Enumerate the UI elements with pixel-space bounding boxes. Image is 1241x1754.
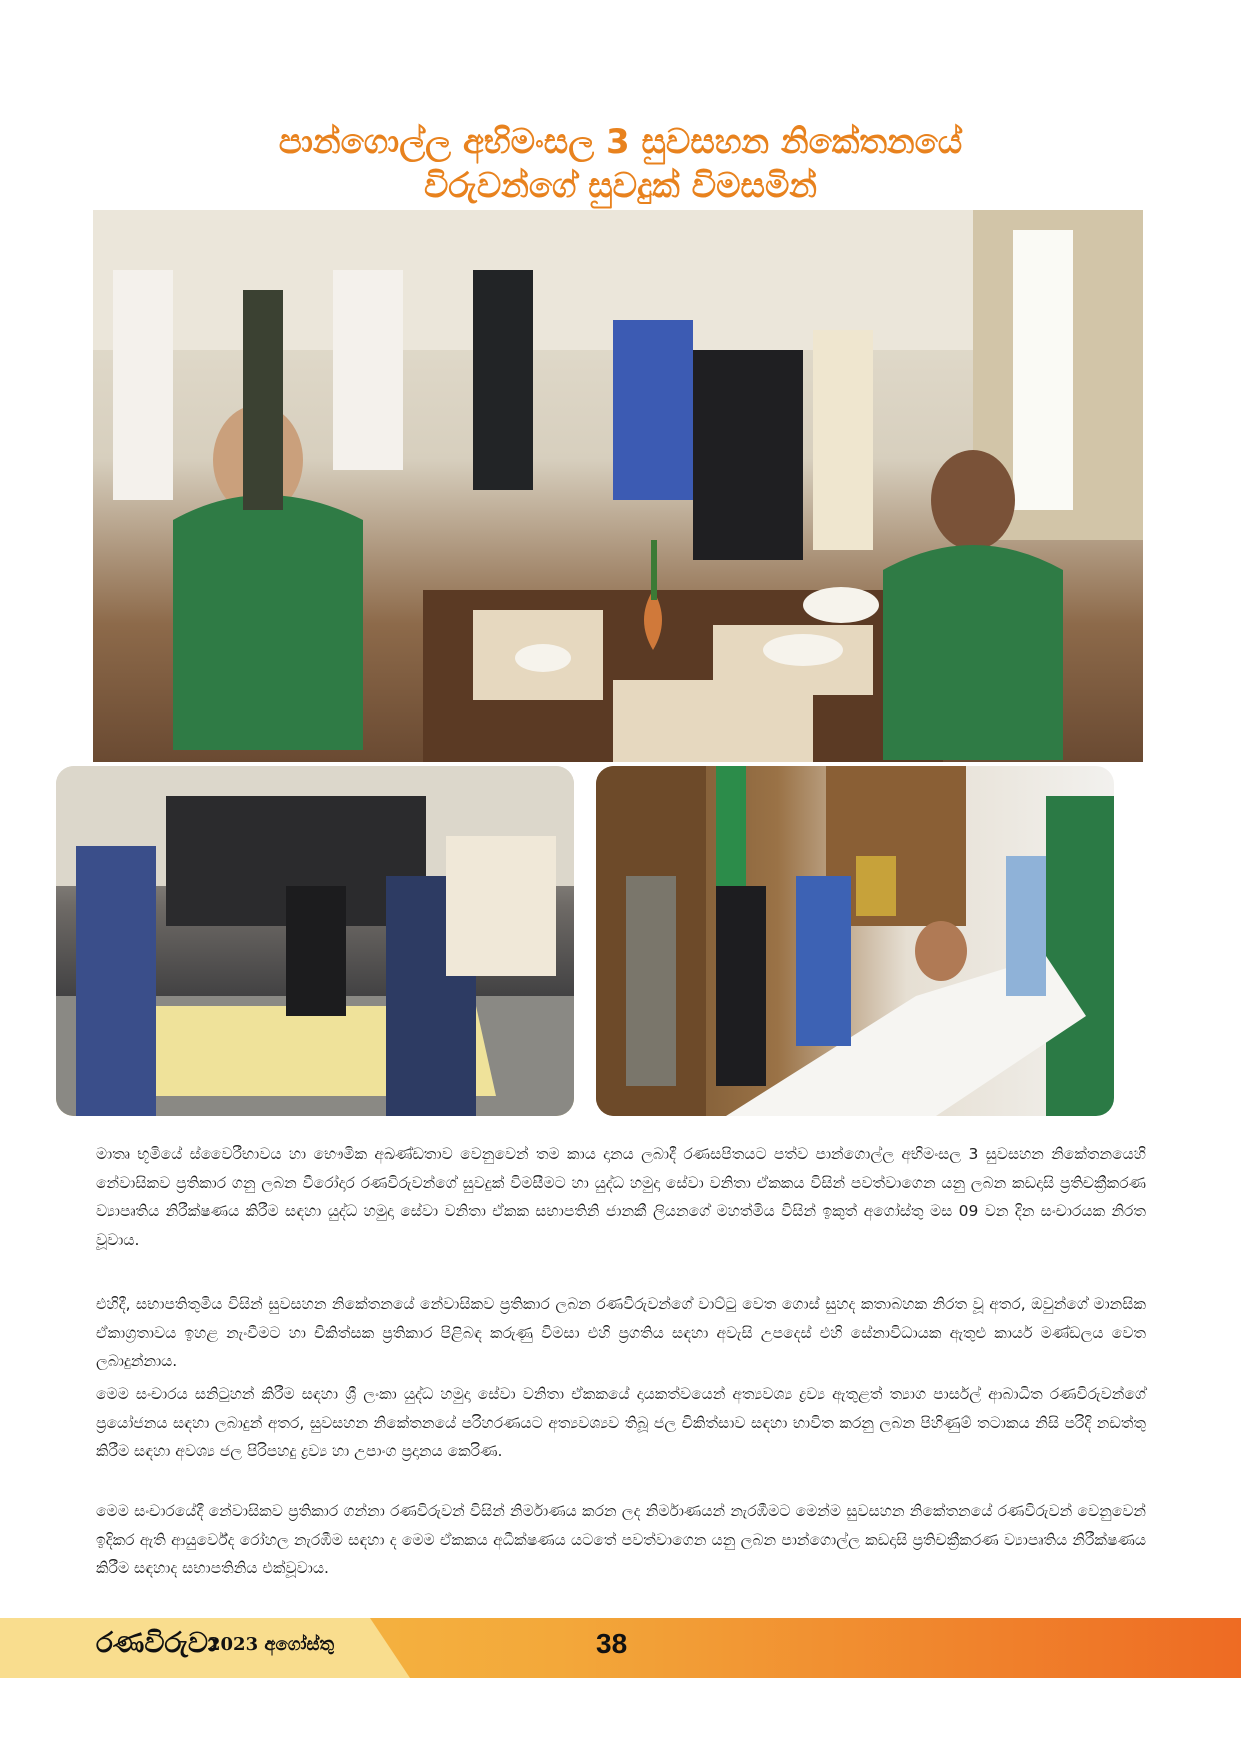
issue-date: 2023 අගෝස්තු xyxy=(208,1634,335,1655)
main-photo-illustration xyxy=(93,210,1143,762)
body-paragraph-3: මෙම සංචාරය සනිටුහන් කිරීම සඳහා ශ්‍රී ලංකා යුද්ධ හමුදා සේවා වනිතා ඒකකයේ දායකත්වයෙන් අත්‍යවශ්‍ය ද්‍රව්‍ය ඇතුළත් ත්‍යාග පාර්සල් ආබාධිත රණවිරුවන්ගේ ප්‍රයෝජනය සඳහා ලබාදුන් අතර, සුවසහන නිකේතනයේ පරිහරණයට අත්‍යවශ්‍යව තිබූ ජල චිකිත්සාව සඳහා භාවිත කරනු ලබන පිහිණුම් තටාකය නිසි පරිදි නඩත්තු කිරීම සඳහා අවශ්‍ය ජල පිරිපහදු ද්‍රව්‍ය හා උපාංග ප්‍රදානය කෙරිණ. xyxy=(96,1385,1146,1460)
left-photo-illustration xyxy=(56,766,574,1116)
body-paragraph-2: එහිදී, සභාපතිතුමිය විසින් සුවසහන නිකේතනයේ නේවාසිකව ප්‍රතිකාර ලබන රණවිරුවන්ගේ වාට්ටු වෙත ගොස් සුහද කතාබහක නිරත වූ අතර, ඔවුන්ගේ මානසික ඒකාග්‍රතාවය ඉහළ නැංවීමට හා චිකිත්සක ප්‍රතිකාර පිළිබඳ කරුණු විමසා එහි ප්‍රගතිය සඳහා අවැසි උපදෙස් එහි සේනාවිධායක ඇතුළු කාර්ය මණ්ඩලය වෙත ලබාදුන්නාය. xyxy=(96,1295,1146,1370)
main-photo xyxy=(93,210,1143,762)
body-paragraph-4: මෙම සංචාරයේදී නේවාසිකව ප්‍රතිකාර ගන්නා රණවිරුවන් විසින් නිර්මාණය කරන ලද නිර්මාණයන් නැරඹීමට මෙන්ම සුවසහන නිකේතනයේ රණවිරුවන් වෙනුවෙන් ඉදිකර ඇති ආයුර්වේද රෝහල නැරඹීම සඳහා ද මෙම ඒකකය අධීක්ෂණය යටතේ පවත්වාගෙන යනු ලබන පාන්ගොල්ල කඩදාසි ප්‍රතිචක්‍රීකරණ ව්‍යාපෘතිය නිරීක්ෂණය කිරීම සඳහාද සභාපතිනිය එක්වූවාය. xyxy=(96,1502,1146,1577)
article-title-line2: විරුවන්ගේ සුවදුක් විමසමින් xyxy=(423,166,818,206)
page-number: 38 xyxy=(596,1628,628,1659)
left-photo xyxy=(56,766,574,1116)
magazine-brand: රණවිරුවා xyxy=(96,1626,218,1659)
right-photo-illustration xyxy=(596,766,1114,1116)
body-paragraph-1: මාතෘ භූමියේ ස්වෛරීභාවය හා භෞමික අඛණ්ඩතාව වෙනුවෙන් තම කාය දානය ලබාදී රණසපිතයට පත්ව පාන්ගොල්ල අභිමංසල 3 සුවසහන නිකේතනයෙහි නේවාසිකව ප්‍රතිකාර ගනු ලබන වීරෝදාර රණවිරුවන්ගේ සුවදුක් විමසීමට හා යුද්ධ හමුදා සේවා වනිතා ඒකකය විසින් පවත්වාගෙන යනු ලබන කඩදාසි ප්‍රතිචක්‍රීකරණ ව්‍යාපෘතිය නිරීක්ෂණය කිරීම සඳහා යුද්ධ හමුදා සේවා වනිතා ඒකක සභාපතිනි ජානකී ලියනගේ මහත්මිය විසින් ඉකුත් අගෝස්තු මස 09 වන දින සංචාරයක නිරත වූවාය. xyxy=(96,1145,1146,1249)
article-title-line1: පාන්ගොල්ල අභිමංසල 3 සුවසහන නිකේතනයේ xyxy=(278,122,963,162)
right-photo xyxy=(596,766,1114,1116)
